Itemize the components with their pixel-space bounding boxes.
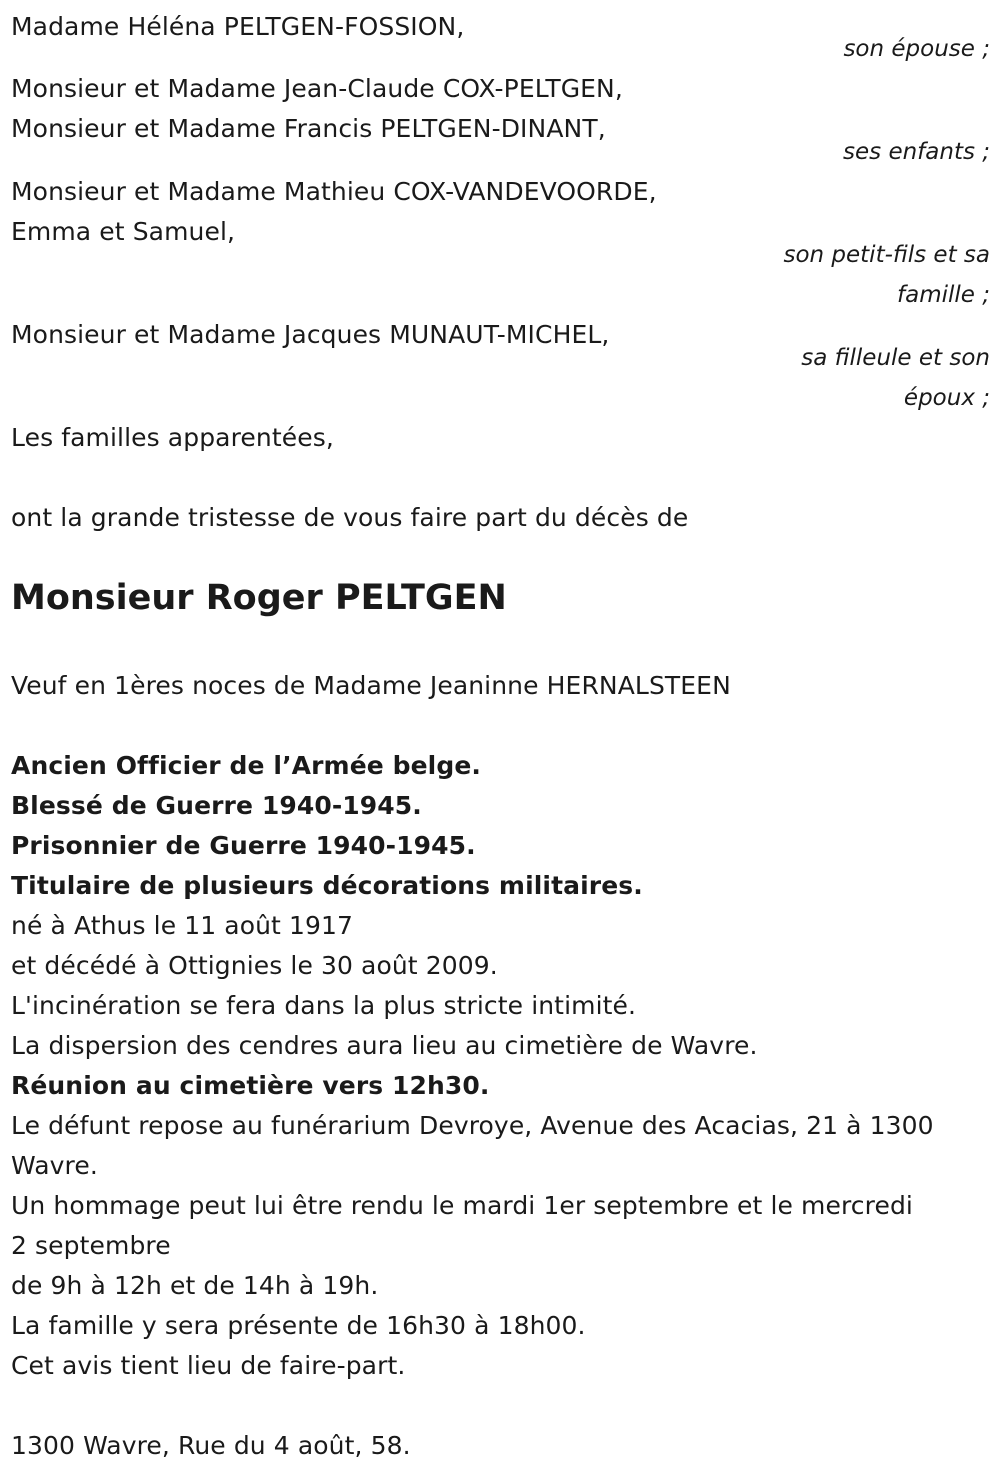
family-name-line: Madame Héléna PELTGEN-FOSSION, — [11, 12, 465, 41]
family-relation: son petit-fils et sa — [783, 242, 990, 268]
family-name-line: Monsieur et Madame Mathieu COX-VANDEVOORDE, — [11, 177, 657, 206]
family-name-line: Emma et Samuel, — [11, 217, 236, 246]
address-line: 1300 Wavre, Rue du 4 août, 58. — [11, 1431, 411, 1460]
family-relation: époux ; — [903, 385, 990, 411]
family-name-line: Monsieur et Madame Jacques MUNAUT-MICHEL, — [11, 320, 610, 349]
detail-line: L'incinération se fera dans la plus stricte intimité. — [11, 991, 637, 1020]
detail-line: et décédé à Ottignies le 30 août 2009. — [11, 951, 498, 980]
family-relation: ses enfants ; — [843, 139, 990, 165]
detail-line: La dispersion des cendres aura lieu au cimetière de Wavre. — [11, 1031, 758, 1060]
detail-line: Blessé de Guerre 1940-1945. — [11, 791, 422, 820]
detail-line: 2 septembre — [11, 1231, 171, 1260]
detail-line: de 9h à 12h et de 14h à 19h. — [11, 1271, 379, 1300]
announcement-line: ont la grande tristesse de vous faire part du décès de — [11, 503, 689, 532]
detail-line: Titulaire de plusieurs décorations militaires. — [11, 871, 643, 900]
detail-line: né à Athus le 11 août 1917 — [11, 911, 354, 940]
family-name-line: Monsieur et Madame Jean-Claude COX-PELTGEN, — [11, 74, 623, 103]
deceased-name-title: Monsieur Roger PELTGEN — [11, 578, 507, 618]
detail-line: La famille y sera présente de 16h30 à 18h00. — [11, 1311, 586, 1340]
family-relation: son épouse ; — [843, 36, 990, 62]
related-families-line: Les familles apparentées, — [11, 423, 334, 452]
detail-line: Réunion au cimetière vers 12h30. — [11, 1071, 490, 1100]
detail-line: Un hommage peut lui être rendu le mardi 1er septembre et le mercredi — [11, 1191, 913, 1220]
family-name-line: Monsieur et Madame Francis PELTGEN-DINANT, — [11, 114, 606, 143]
detail-line: Wavre. — [11, 1151, 98, 1180]
detail-line: Cet avis tient lieu de faire-part. — [11, 1351, 406, 1380]
detail-line: Prisonnier de Guerre 1940-1945. — [11, 831, 476, 860]
widower-line: Veuf en 1ères noces de Madame Jeaninne HERNALSTEEN — [11, 671, 731, 700]
detail-line: Ancien Officier de l’Armée belge. — [11, 751, 481, 780]
detail-line: Le défunt repose au funérarium Devroye, Avenue des Acacias, 21 à 1300 — [11, 1111, 934, 1140]
family-relation: sa filleule et son — [801, 345, 990, 371]
family-relation: famille ; — [897, 282, 990, 308]
